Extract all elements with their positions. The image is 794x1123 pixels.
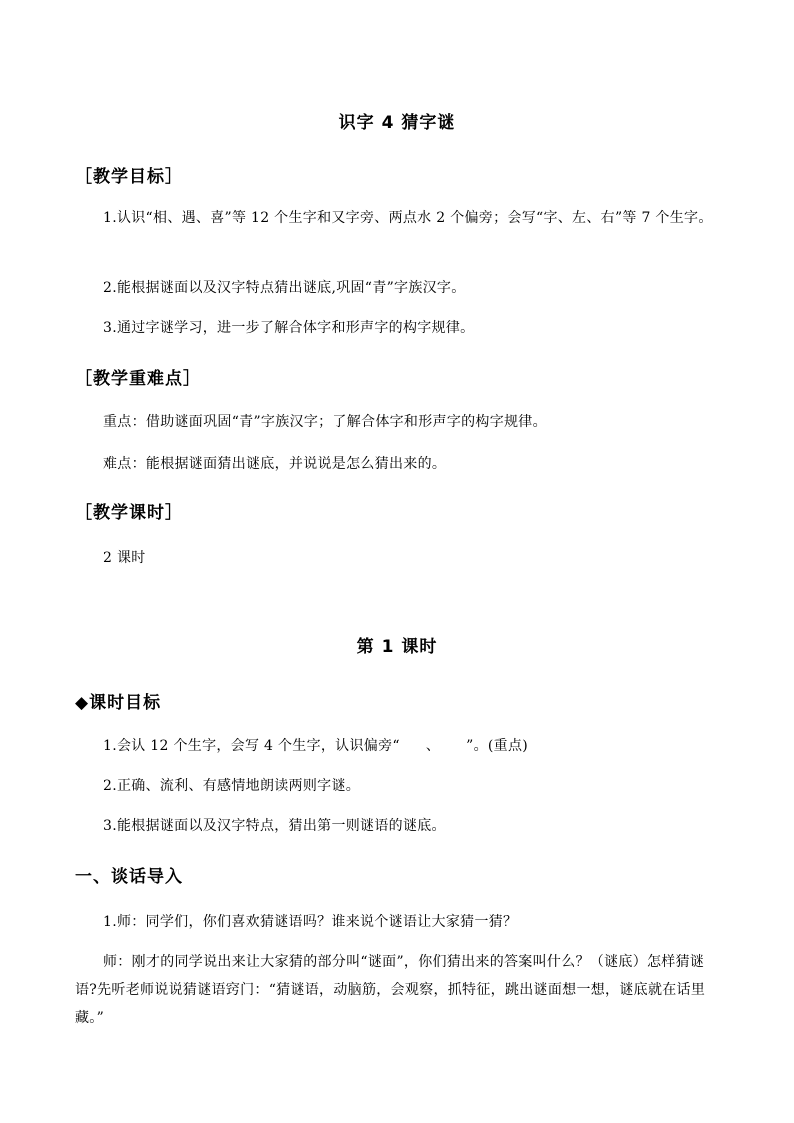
lesson-objectives-heading: ◆课时目标 [75,693,162,713]
teaching-hours-heading: ［教学课时］ [75,503,183,523]
goal-item-1: 1.认识“相、遇、喜”等 12 个生字和又字旁、两点水 2 个偏旁；会写“字、左、右”等 7 个生字。 [103,210,713,226]
intro-section-heading: 一、谈话导入 [75,867,183,887]
goal-item-2: 2.能根据谜面以及汉字特点猜出谜底,巩固“青”字族汉字。 [103,280,466,296]
intro-paragraph-1: 1.师：同学们，你们喜欢猜谜语吗？谁来说个谜语让大家猜一猜？ [103,914,518,930]
document-title: 识字 4 猜字谜 [338,113,456,133]
key-point-1: 重点：借助谜面巩固“青”字族汉字；了解合体字和形声字的构字规律。 [103,414,547,430]
objective-item-3: 3.能根据谜面以及汉字特点，猜出第一则谜语的谜底。 [103,818,446,834]
objective-item-1-text: 1.会认 12 个生字，会写 4 个生字，认识偏旁“ [103,738,400,754]
objective-item-1 [103,736,733,756]
key-point-2: 难点：能根据谜面猜出谜底，并说说是怎么猜出来的。 [103,456,447,472]
intro-paragraph-2: 师：刚才的同学说出来让大家猜的部分叫“谜面”，你们猜出来的答案叫什么？（谜底）怎样猜谜语?先听老师说说猜谜语窍门：“猜谜语，动脑筋，会观察，抓特征，跳出谜面想一想，谜底就在话里藏。” [75,954,706,1026]
goal-item-3: 3.通过字谜学习，进一步了解合体字和形声字的构字规律。 [103,320,475,336]
objective-item-2: 2.正确、流利、有感情地朗读两则字谜。 [103,778,361,794]
lesson-1-title: 第 1 课时 [356,637,438,657]
objective-item-1-separator: 、 [425,738,441,754]
teaching-hours-value: 2 课时 [103,550,146,566]
key-points-heading: ［教学重难点］ [75,369,201,389]
objective-item-1-note: ”。(重点) [466,738,529,754]
teaching-goals-heading: ［教学目标］ [75,167,183,187]
